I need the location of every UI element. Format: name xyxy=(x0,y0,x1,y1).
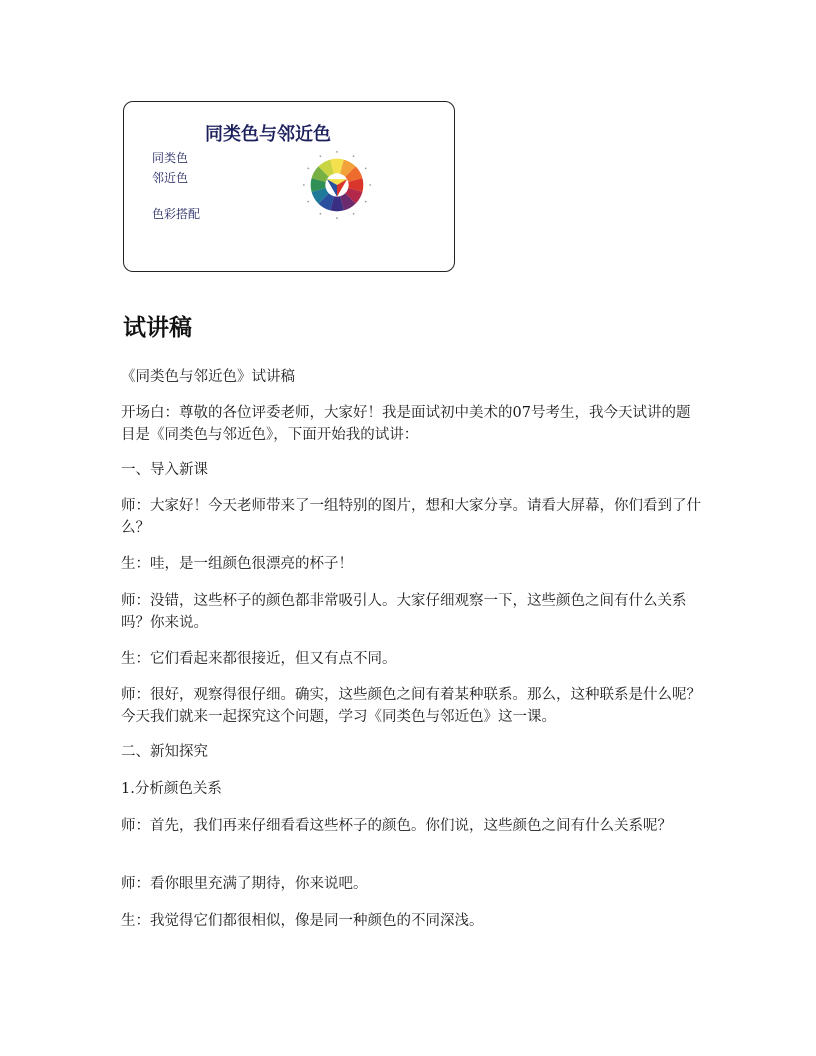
slide-item-same-color: 同类色 xyxy=(152,151,189,165)
paragraph-8: 师：很好，观察得很仔细。确实，这些颜色之间有着某种联系。那么，这种联系是什么呢？今天我们就来一起探究这个问题，学习《同类色与邻近色》这一课。 xyxy=(121,687,701,725)
paragraph-7: 生：它们看起来都很接近，但又有点不同。 xyxy=(121,651,397,667)
paragraph-11: 师：首先，我们再来仔细看看这些杯子的颜色。你们说，这些颜色之间有什么关系呢？ xyxy=(121,818,672,834)
color-wheel-tick xyxy=(353,155,355,157)
paragraph-2: 开场白：尊敬的各位评委老师，大家好！我是面试初中美术的07号考生，我今天试讲的题目是《同类色与邻近色》，下面开始我的试讲： xyxy=(121,405,691,443)
paragraph-6: 师：没错，这些杯子的颜色都非常吸引人。大家仔细观察一下，这些颜色之间有什么关系吗？你来说。 xyxy=(121,593,687,631)
color-wheel-tick xyxy=(365,201,367,203)
paragraph-5: 生：哇，是一组颜色很漂亮的杯子！ xyxy=(121,556,353,572)
paragraph-13: 生：我觉得它们都很相似，像是同一种颜色的不同深浅。 xyxy=(121,913,484,929)
paragraph-4: 师：大家好！今天老师带来了一组特别的图片，想和大家分享。请看大屏幕，你们看到了什么？ xyxy=(121,498,701,536)
paragraph-3: 一、导入新课 xyxy=(121,462,208,478)
slide-item-adjacent-color: 邻近色 xyxy=(152,171,189,185)
color-wheel-image xyxy=(298,146,376,224)
paragraph-1: 《同类色与邻近色》试讲稿 xyxy=(121,369,295,385)
color-wheel-tick xyxy=(307,201,309,203)
color-wheel-tick xyxy=(303,184,305,186)
page-heading: 试讲稿 xyxy=(123,315,192,341)
color-wheel-tick xyxy=(307,168,309,170)
color-wheel-tick xyxy=(336,217,338,219)
color-wheel-tick xyxy=(353,213,355,215)
paragraph-9: 二、新知探究 xyxy=(121,744,208,760)
color-wheel-tick xyxy=(320,155,322,157)
slide-title: 同类色与邻近色 xyxy=(205,124,331,145)
slide-title-wrap xyxy=(123,120,413,146)
color-wheel-tick xyxy=(320,213,322,215)
color-wheel-tick xyxy=(365,168,367,170)
slide-item-color-matching: 色彩搭配 xyxy=(152,207,201,221)
color-wheel-tick xyxy=(336,151,338,153)
paragraph-12: 师：看你眼里充满了期待，你来说吧。 xyxy=(121,876,368,892)
paragraph-10: 1.分析颜色关系 xyxy=(121,781,222,797)
color-wheel-tick xyxy=(369,184,371,186)
